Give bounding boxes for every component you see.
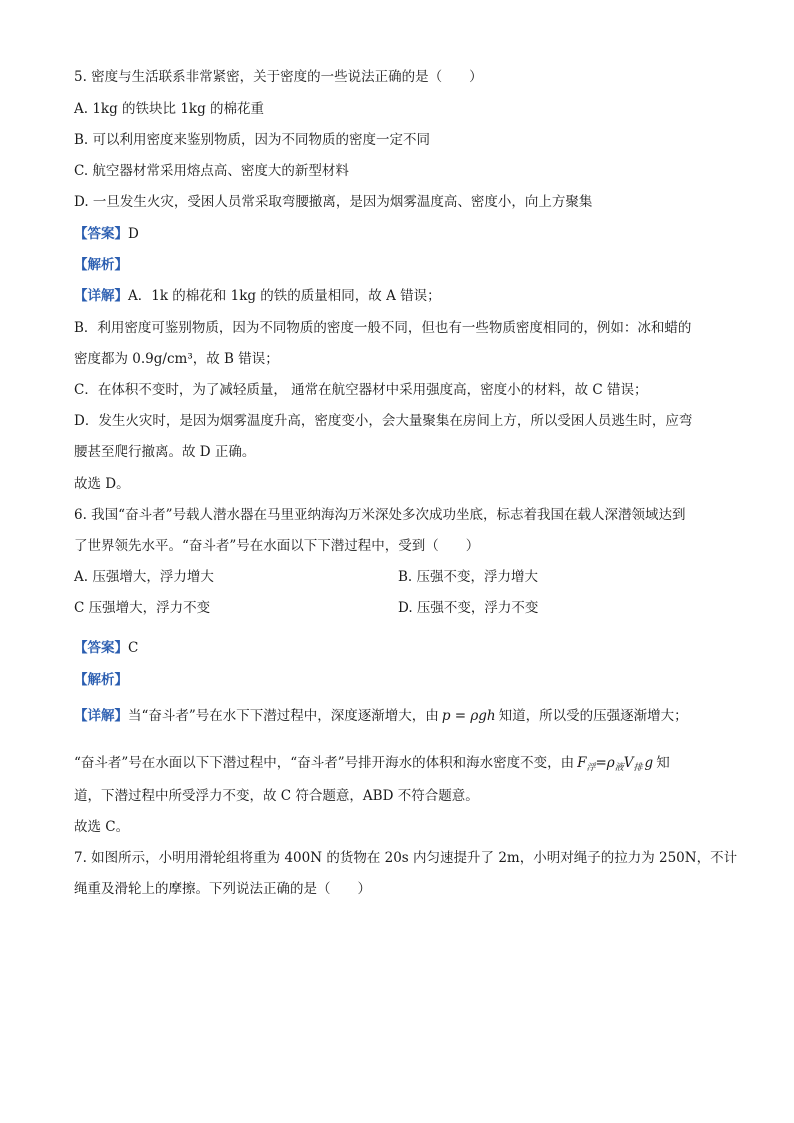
q6-analysis-tag: 【解析】: [74, 672, 128, 688]
q6-detail-2: “奋斗者”号在水面以下下潜过程中，“奋斗者”号排开海水的体积和海水密度不变，由 $F_浮=\rho_液V_排$ g 知: [74, 755, 670, 773]
q6-option-b: B. 压强不变，浮力增大: [398, 569, 539, 585]
q6-conclusion: 故选 C。: [74, 819, 130, 835]
q5-detail-d1: D．发生火灾时，是因为烟雾温度升高，密度变小，会大量聚集在房间上方，所以受困人员逃生时，应弯: [74, 413, 693, 429]
q6-option-d: D. 压强不变，浮力不变: [398, 600, 539, 616]
q6-option-a: A. 压强增大，浮力增大: [74, 569, 214, 585]
q5-detail-tag: 【详解】: [74, 288, 128, 304]
pressure-formula: p = ρgh: [441, 708, 496, 724]
q6-detail-3: 道，下潜过程中所受浮力不变，故 C 符合题意，ABD 不符合题意。: [74, 788, 479, 804]
q6-stem-1: 6. 我国“奋斗者”号载人潜水器在马里亚纳海沟万米深处多次成功坐底，标志着我国在载人深潜领域达到: [74, 507, 686, 523]
q5-detail-d2: 腰甚至爬行撤离。故 D 正确。: [74, 444, 256, 460]
q5-analysis-tag: 【解析】: [74, 257, 128, 273]
q6-answer: C: [128, 640, 139, 656]
q5-answer-tag: 【答案】: [74, 226, 128, 242]
q5-option-d: D. 一旦发生火灾，受困人员常采取弯腰撤离，是因为烟雾温度高、密度小，向上方聚集: [74, 194, 593, 210]
q5-detail-b1: B．利用密度可鉴别物质，因为不同物质的密度一般不同，但也有一些物质密度相同的，例如：冰和蜡的: [74, 320, 692, 336]
q5-detail-c: C．在体积不变时，为了减轻质量， 通常在航空器材中采用强度高，密度小的材料，故 C 错误；: [74, 382, 648, 398]
q5-option-c: C. 航空器材常采用熔点高、密度大的新型材料: [74, 163, 349, 179]
q5-stem: 5. 密度与生活联系非常紧密，关于密度的一些说法正确的是（ ）: [74, 69, 483, 85]
q5-answer: D: [128, 226, 139, 242]
q6-answer-line: [74, 638, 138, 658]
q5-detail-a: 【详解】A．1k 的棉花和 1kg 的铁的质量相同，故 A 错误；: [74, 288, 441, 304]
q6-answer-tag: 【答案】: [74, 640, 128, 656]
q6-detail-1: 【详解】当“奋斗者”号在水下下潜过程中，深度逐渐增大，由 p = ρgh 知道，所以受的压强逐渐增大；: [74, 708, 688, 724]
q6-stem-2: 了世界领先水平。“奋斗者”号在水面以下下潜过程中，受到（ ）: [74, 538, 480, 554]
q5-option-a: A. 1kg 的铁块比 1kg 的棉花重: [74, 101, 265, 117]
q5-answer-line: [74, 224, 139, 244]
buoyancy-formula: $F_浮=\rho_液V_排$ g: [577, 755, 654, 773]
q5-option-b: B. 可以利用密度来鉴别物质，因为不同物质的密度一定不同: [74, 132, 431, 148]
q7-stem-2: 绳重及滑轮上的摩擦。下列说法正确的是（ ）: [74, 881, 371, 897]
q6-option-c: C 压强增大，浮力不变: [74, 600, 211, 616]
q5-detail-b2: 密度都为 0.9g/cm³，故 B 错误；: [74, 351, 279, 367]
q7-stem-1: 7. 如图所示，小明用滑轮组将重为 400N 的货物在 20s 内匀速提升了 2m，小明对绳子的拉力为 250N，不计: [74, 850, 738, 866]
q5-conclusion: 故选 D。: [74, 476, 130, 492]
q6-detail-tag: 【详解】: [74, 708, 128, 724]
